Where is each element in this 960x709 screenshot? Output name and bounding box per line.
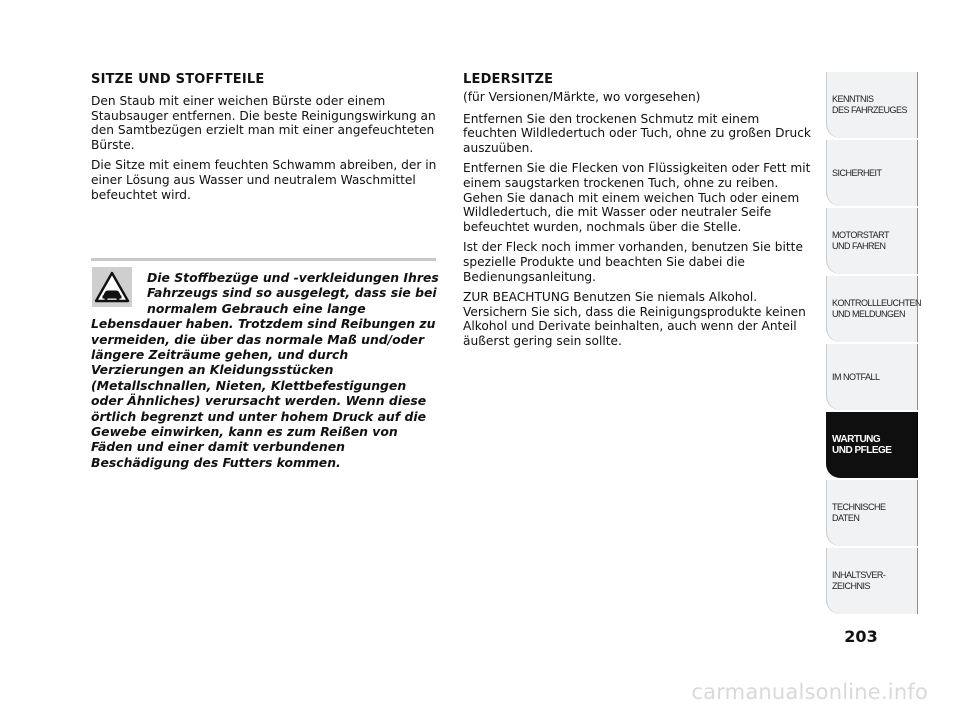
tab-technische-daten[interactable]: [826, 480, 918, 546]
paragraph: Entfernen Sie den trockenen Schmutz mit einem feuchten Wildledertuch oder Tuch, ohne zu großen Druck auszuüben.: [463, 111, 811, 155]
tab-label: IM NOTFALL: [832, 372, 880, 382]
tab-label: INHALTSVER- ZEICHNIS: [832, 570, 886, 591]
left-column: [91, 72, 441, 208]
car-warning-icon: [92, 267, 132, 307]
watermark: carmanualsonline.info: [691, 680, 928, 704]
warning-note: [91, 258, 441, 470]
tab-motorstart-und-fahren[interactable]: [826, 208, 918, 274]
chapter-sidebar: [826, 72, 922, 616]
section-heading-sitze: SITZE UND STOFFTEILE: [91, 72, 265, 87]
paragraph: Entfernen Sie die Flecken von Flüssigkeiten oder Fett mit einem saugstarken trockenen Tuch, ohne zu reiben. Gehen Sie danach mit einem weichen Tuch oder einem Wildledertuch, die mit Wasser oder neutraler Seife befeuchtet wurden, nochmals über die Stelle.: [463, 161, 811, 234]
warning-text-indented: Die Stoffbezüge und -verkleidungen Ihres Fahrzeugs sind so ausgelegt, dass sie bei normalem Gebrauch eine lange: [147, 270, 439, 316]
tab-kenntnis-des-fahrzeuges[interactable]: [826, 72, 918, 138]
paragraph: Die Sitze mit einem feuchten Schwamm abreiben, der in einer Lösung aus Wasser und neutralem Waschmittel befeuchtet wird.: [91, 158, 437, 202]
tab-inhaltsverzeichnis[interactable]: [826, 548, 918, 614]
page-number: 203: [844, 627, 878, 646]
section-subheading: (für Versionen/Märkte, wo vorgesehen): [463, 90, 701, 104]
tab-label: KONTROLLLEUCHTEN UND MELDUNGEN: [832, 298, 922, 319]
paragraph: ZUR BEACHTUNG Benutzen Sie niemals Alkohol. Versichern Sie sich, dass die Reinigungsprodukte keinen Alkohol und Derivate beinhalten, auch wenn der Anteil äußerst gering sein sollte.: [463, 290, 806, 348]
warning-divider: [91, 258, 436, 261]
section-heading-ledersitze: LEDERSITZE: [463, 72, 554, 87]
tab-label: WARTUNG UND PFLEGE: [832, 434, 892, 456]
tab-label: KENNTNIS DES FAHRZEUGES: [832, 94, 908, 115]
right-column: [463, 72, 813, 355]
paragraph: Ist der Fleck noch immer vorhanden, benutzen Sie bitte spezielle Produkte und beachten Sie dabei die Bedienungsanleitung.: [463, 240, 803, 284]
tab-kontrollleuchten-und-meldungen[interactable]: [826, 276, 922, 342]
warning-text: [91, 270, 441, 470]
paragraph: Den Staub mit einer weichen Bürste oder einem Staubsauger entfernen. Die beste Reinigungswirkung an den Samtbezügen erzielt man mit einer angefeuchteten Bürste.: [91, 94, 436, 152]
tab-wartung-und-pflege[interactable]: [826, 412, 918, 478]
tab-label: MOTORSTART UND FAHREN: [832, 230, 890, 251]
tab-im-notfall[interactable]: [826, 344, 918, 410]
tab-label: TECHNISCHE DATEN: [832, 502, 886, 523]
tab-sicherheit[interactable]: [826, 140, 918, 206]
tab-label: SICHERHEIT: [832, 168, 882, 178]
warning-text-body: Lebensdauer haben. Trotzdem sind Reibungen zu vermeiden, die über das normale Maß und/oder längere Zeiträume gehen, und durch Verzierungen an Kleidungsstücken (Metallschnallen, Nieten, Klettbefestigungen oder Ähnliches) verursacht werden. Wenn diese örtlich begrenzt und unter hohem Druck auf die Gewebe einwirken, kann es zum Reißen von Fäden und einer damit verbundenen Beschädigung des Futters kommen.: [91, 316, 436, 470]
